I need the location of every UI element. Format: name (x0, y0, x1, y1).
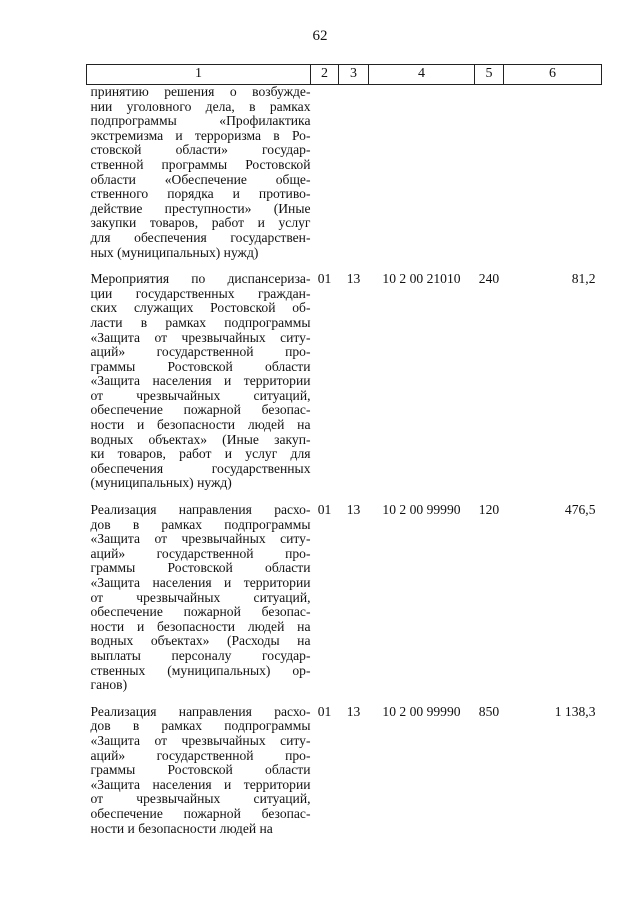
section-code-cell (339, 85, 369, 261)
budget-table (86, 64, 602, 836)
expense-name-line: экстремизма и терроризма в Ро- (90, 127, 311, 143)
amount-cell: 81,2 (571, 271, 596, 287)
header-col-3: 3 (339, 65, 369, 85)
expense-name-line: аций» государственной про- (90, 545, 311, 561)
expense-name-line: «Защита населения и территории (90, 776, 311, 792)
table-row (87, 260, 602, 491)
header-row (87, 65, 602, 85)
section-code-cell: 13 (346, 271, 361, 287)
expense-name-line: «Защита от чрезвычайных ситу- (90, 732, 311, 748)
expense-name-line: подпрограммы «Профилактика (90, 113, 311, 129)
section-code-cell: 13 (346, 502, 361, 518)
ministry-code-cell: 01 (317, 502, 332, 518)
expense-name-line: принятию решения о возбужде- (90, 84, 311, 99)
ministry-code-cell: 01 (317, 271, 332, 287)
expense-name-line: водных объектах» (Иные закуп- (90, 431, 311, 447)
expense-name-line: ганов) (90, 677, 128, 693)
expense-name-line: нии уголовного дела, в рамках (90, 98, 311, 114)
header-col-4: 4 (369, 65, 475, 85)
target-code-cell: 10 2 00 21010 (382, 271, 461, 287)
expense-name-line: обеспечение пожарной безопас- (90, 805, 311, 821)
expense-name-line: обеспечения государственных (90, 460, 311, 476)
expense-name-line: ских служащих Ростовской об- (90, 300, 311, 316)
expense-name-line: ных (муниципальных) нужд) (90, 244, 259, 260)
target-code-cell: 10 2 00 99990 (382, 703, 461, 719)
expense-type-cell: 240 (478, 271, 500, 287)
expense-name-line: ственной программы Ростовской (90, 156, 311, 172)
target-code-cell (369, 85, 475, 261)
page-number: 62 (312, 28, 328, 44)
expense-name-line: обеспечение пожарной безопас- (90, 402, 311, 418)
expense-name-line: Реализация направления расхо- (90, 502, 311, 518)
header-col-1: 1 (87, 65, 311, 85)
expense-name-line: ности и безопасности людей на (90, 417, 311, 433)
amount-cell (504, 85, 602, 261)
header-col-6: 6 (504, 65, 602, 85)
expense-name-line: дов в рамках подпрограммы (90, 718, 311, 734)
expense-name-line: ственных (муниципальных) ор- (90, 662, 311, 678)
table-body (87, 85, 602, 837)
expense-name-line: «Защита населения и территории (90, 373, 311, 389)
expense-name-line: аций» государственной про- (90, 747, 311, 763)
expense-name-line: от чрезвычайных ситуаций, (90, 387, 311, 403)
expense-name-line: области «Обеспечение обще- (90, 171, 311, 187)
expense-name-line: граммы Ростовской области (90, 762, 311, 778)
expense-name-line: от чрезвычайных ситуаций, (90, 589, 311, 605)
ministry-code-cell: 01 (317, 703, 332, 719)
expense-name-line: водных объектах» (Расходы на (90, 633, 311, 649)
expense-name-cell (87, 260, 311, 491)
expense-name-line: «Защита населения и территории (90, 575, 311, 590)
expense-name-line: ности и безопасности людей на (90, 820, 273, 836)
expense-name-cell (87, 85, 311, 261)
ministry-code-cell (311, 85, 339, 261)
table-row (87, 491, 602, 693)
header-col-2: 2 (311, 65, 339, 85)
expense-type-cell (475, 85, 504, 261)
table-row (87, 85, 602, 261)
expense-name-line: обеспечение пожарной безопас- (90, 604, 311, 620)
expense-name-cell (87, 491, 311, 693)
expense-name-line: граммы Ростовской области (90, 560, 311, 576)
expense-name-line: «Защита от чрезвычайных ситу- (90, 329, 311, 345)
expense-name-line: «Защита от чрезвычайных ситу- (90, 531, 311, 547)
amount-cell: 1 138,3 (554, 703, 596, 719)
expense-name-line: ции государственных граждан- (90, 285, 311, 301)
target-code-cell: 10 2 00 99990 (382, 502, 461, 518)
amount-cell: 476,5 (564, 502, 596, 518)
table-row (87, 693, 602, 836)
expense-name-line: от чрезвычайных ситуаций, (90, 791, 311, 807)
expense-name-line: выплаты персоналу государ- (90, 647, 311, 663)
expense-name-line: закупки товаров, работ и услуг (90, 215, 311, 231)
expense-name-line: для обеспечения государствен- (90, 229, 311, 245)
expense-name-cell (87, 693, 311, 836)
expense-name-line: ласти в рамках подпрограммы (90, 314, 311, 330)
expense-name-line: Мероприятия по диспансериза- (90, 271, 311, 287)
expense-name-line: стовской области» государ- (90, 142, 311, 158)
expense-name-line: ственного порядка и противо- (90, 186, 311, 202)
expense-name-line: Реализация направления расхо- (90, 703, 311, 719)
section-code-cell: 13 (346, 703, 361, 719)
expense-name-line: граммы Ростовской области (90, 358, 311, 374)
expense-type-cell: 850 (478, 703, 500, 719)
expense-name-line: дов в рамках подпрограммы (90, 516, 311, 532)
expense-name-line: (муниципальных) нужд) (90, 475, 232, 491)
expense-name-line: действие преступности» (Иные (90, 200, 311, 216)
expense-name-line: аций» государственной про- (90, 344, 311, 360)
expense-type-cell: 120 (478, 502, 500, 518)
expense-name-line: ности и безопасности людей на (90, 618, 311, 634)
header-col-5: 5 (475, 65, 504, 85)
expense-name-line: ки товаров, работ и услуг для (90, 446, 311, 462)
